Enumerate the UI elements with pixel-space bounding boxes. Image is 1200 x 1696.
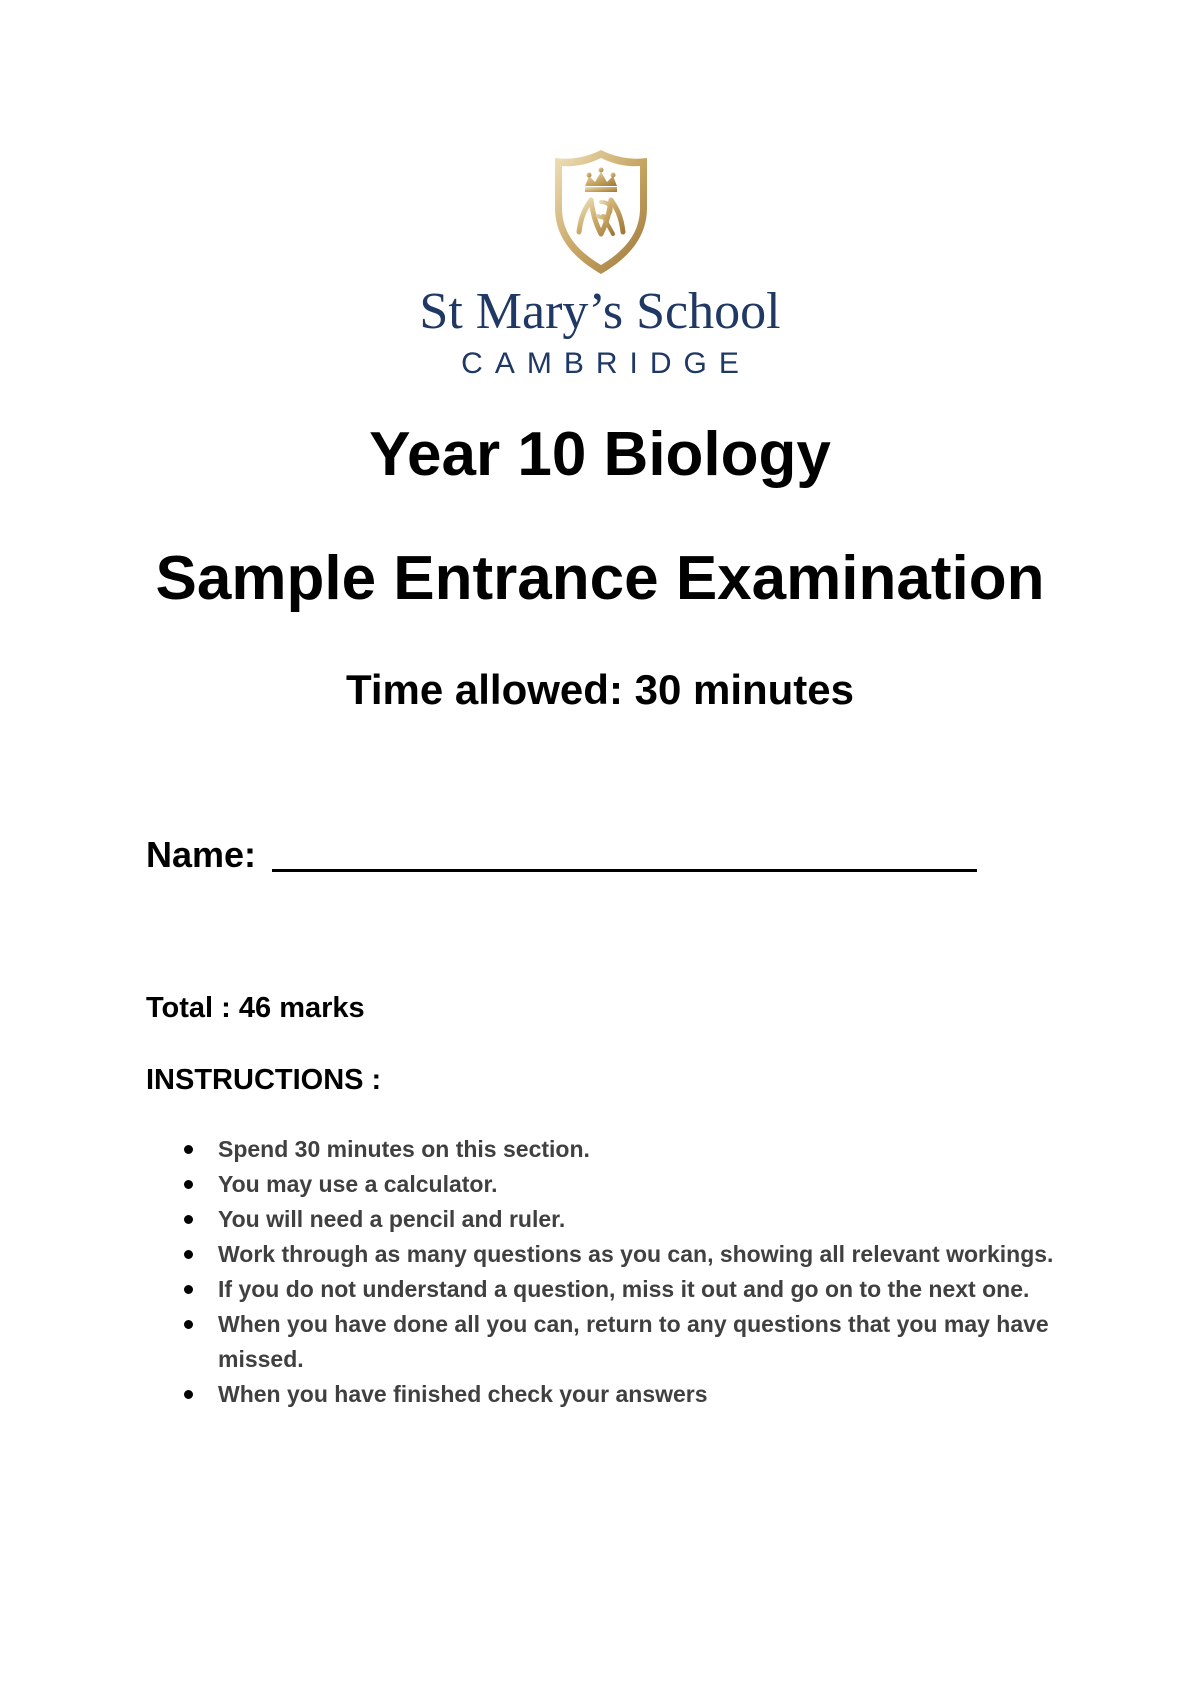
list-item [182, 1202, 1062, 1237]
name-label: Name: [146, 834, 257, 875]
exam-title: Sample Entrance Examination [155, 544, 1045, 613]
instruction-text: When you have done all you can, return to any questions that you may have missed. [218, 1311, 1049, 1372]
name-field-row [146, 832, 977, 878]
list-item [182, 1167, 1062, 1202]
bullet-icon [184, 1145, 193, 1154]
school-crest-icon [551, 148, 651, 276]
instructions-list [182, 1132, 1062, 1412]
bullet-icon [184, 1285, 193, 1294]
instruction-text: Work through as many questions as you can, showing all relevant workings. [218, 1241, 1054, 1267]
name-answer-line [272, 869, 977, 872]
school-name: St Mary’s School [419, 283, 781, 340]
subject-title: Year 10 Biology [369, 420, 831, 489]
bullet-icon [184, 1250, 193, 1259]
instruction-text: You will need a pencil and ruler. [218, 1206, 566, 1232]
list-item [182, 1307, 1062, 1377]
instructions-heading: INSTRUCTIONS : [146, 1064, 382, 1096]
instruction-text: When you have finished check your answers [218, 1381, 708, 1407]
list-item [182, 1272, 1062, 1307]
school-city: CAMBRIDGE [461, 347, 751, 380]
bullet-icon [184, 1180, 193, 1189]
instruction-text: You may use a calculator. [218, 1171, 498, 1197]
bullet-icon [184, 1215, 193, 1224]
list-item [182, 1377, 1062, 1412]
instruction-text: If you do not understand a question, miss it out and go on to the next one. [218, 1276, 1030, 1302]
bullet-icon [184, 1320, 193, 1329]
list-item [182, 1132, 1062, 1167]
total-marks: Total : 46 marks [146, 992, 365, 1024]
list-item [182, 1237, 1062, 1272]
time-allowed: Time allowed: 30 minutes [345, 666, 855, 713]
bullet-icon [184, 1390, 193, 1399]
instruction-text: Spend 30 minutes on this section. [218, 1136, 590, 1162]
